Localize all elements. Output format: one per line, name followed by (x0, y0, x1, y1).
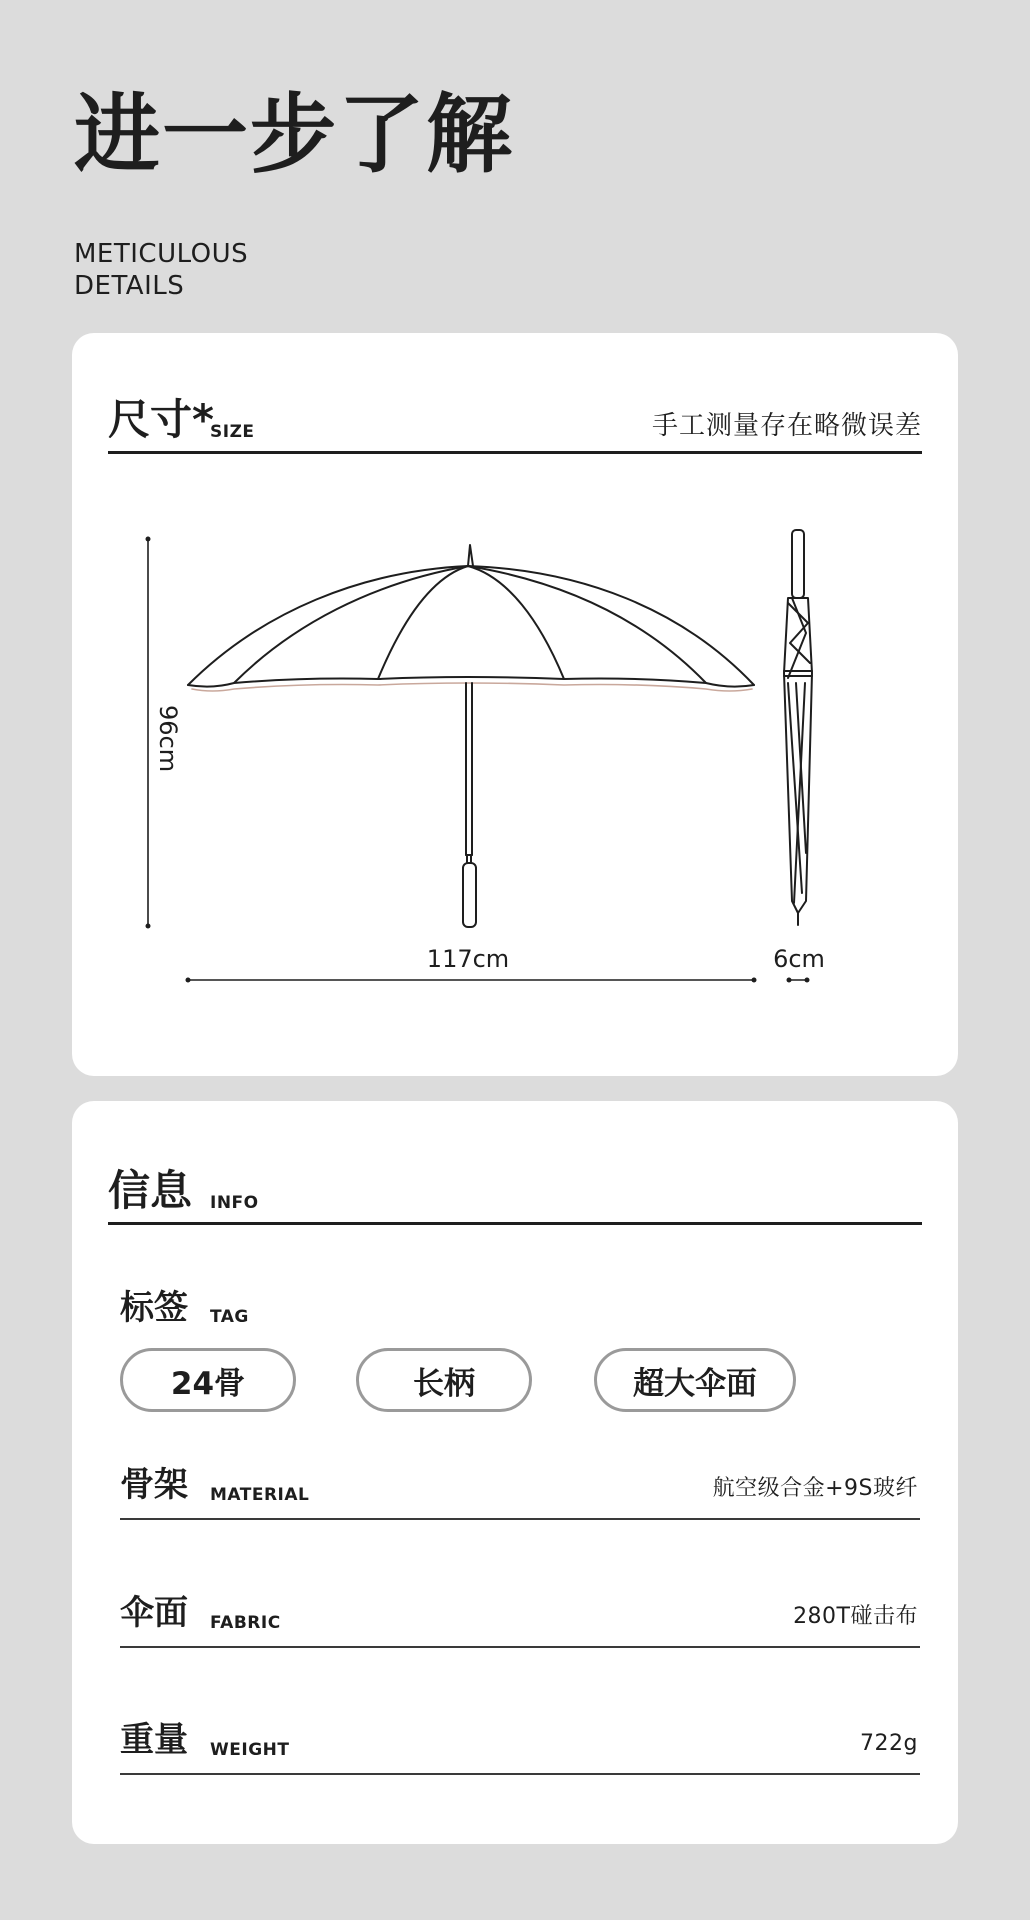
tag-pill: 24骨 (120, 1348, 296, 1412)
tag-label-en: TAG (210, 1307, 249, 1327)
spec-label-cn: 伞面 (120, 1593, 188, 1633)
size-card (72, 333, 958, 1076)
spec-label-cn: 重量 (120, 1720, 188, 1760)
spec-value: 722g (860, 1731, 918, 1756)
spec-row-material (120, 1458, 920, 1520)
width-dimension (186, 945, 757, 983)
page-title: 进一步了解 (74, 85, 514, 185)
spec-label-cn: 骨架 (120, 1465, 188, 1505)
subtitle-line-2: DETAILS (74, 271, 185, 301)
spec-row-weight (120, 1713, 920, 1775)
size-note: 手工测量存在略微误差 (651, 411, 922, 441)
page-subtitle (74, 238, 248, 302)
info-card-header (108, 1101, 922, 1225)
size-title-cn: 尺寸* (108, 395, 214, 444)
info-card (72, 1101, 958, 1844)
umbrella-closed-icon (784, 530, 812, 925)
spec-row-fabric (120, 1586, 920, 1648)
umbrella-diagram (72, 333, 958, 1076)
spec-value: 280T碰击布 (793, 1604, 918, 1629)
size-title-en: SIZE (210, 422, 255, 442)
height-label: 96cm (154, 705, 182, 773)
subtitle-line-1: METICULOUS (74, 239, 249, 269)
width-label: 117cm (426, 945, 510, 973)
tag-pill: 超大伞面 (594, 1348, 796, 1412)
umbrella-open-icon (188, 545, 754, 927)
spec-label-en: FABRIC (210, 1613, 281, 1633)
tag-pill: 长柄 (356, 1348, 532, 1412)
tag-label-cn: 标签 (120, 1288, 188, 1328)
diameter-dimension (773, 945, 825, 983)
spec-value: 航空级合金+9S玻纤 (712, 1476, 918, 1501)
info-title-cn: 信息 (108, 1166, 193, 1215)
spec-label-en: WEIGHT (210, 1740, 290, 1760)
spec-label-en: MATERIAL (210, 1485, 310, 1505)
diameter-label: 6cm (773, 945, 825, 973)
info-title-en: INFO (210, 1193, 259, 1213)
height-dimension (146, 537, 183, 929)
